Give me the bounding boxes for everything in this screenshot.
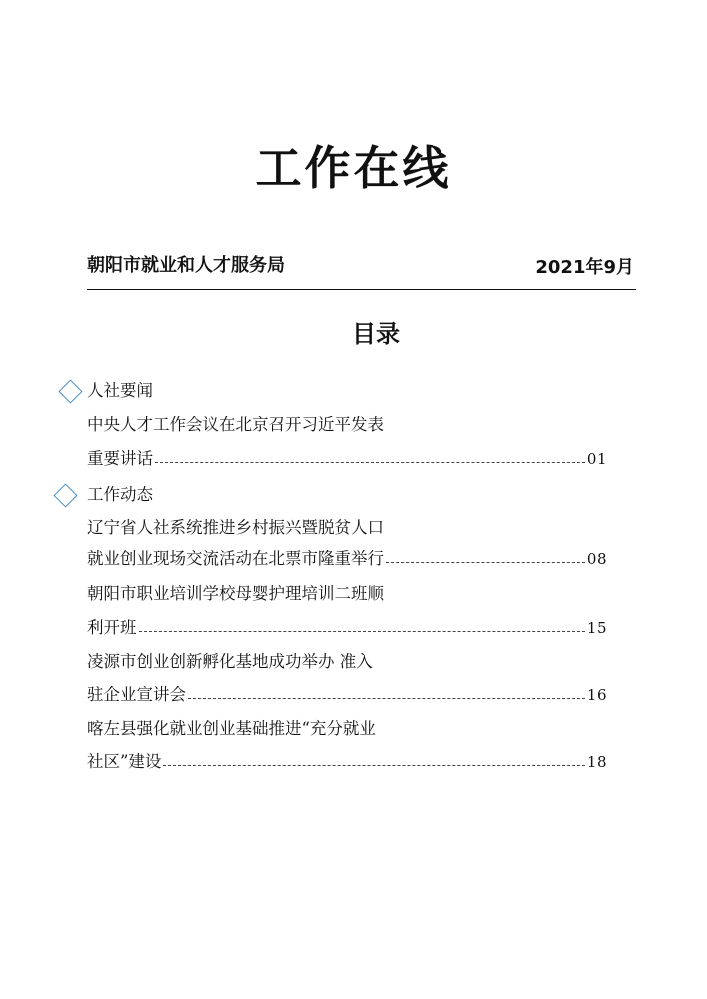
toc-heading: 目录 (352, 320, 400, 348)
issue-date: 2021年9月 (535, 257, 634, 278)
toc-page-number: 16 (586, 686, 607, 704)
toc-page-number: 08 (586, 550, 607, 568)
organization-name: 朝阳市就业和人才服务局 (87, 255, 285, 276)
dot-leader (386, 562, 585, 563)
header-divider (87, 289, 636, 290)
toc-entry-text: 就业创业现场交流活动在北票市隆重举行 (87, 549, 384, 568)
toc-section-heading: 工作动态 (87, 485, 153, 504)
toc-page-number: 15 (586, 619, 607, 637)
dot-leader (163, 765, 584, 766)
diamond-bullet-icon (58, 379, 82, 403)
toc-entry-line: 喀左县强化就业创业基础推进“充分就业 (87, 719, 376, 738)
toc-entry[interactable] (87, 684, 607, 706)
document-title: 工作在线 (255, 141, 452, 195)
toc-entry-line: 朝阳市职业培训学校母婴护理培训二班顺 (87, 584, 384, 603)
toc-entry-line: 中央人才工作会议在北京召开习近平发表 (87, 415, 384, 434)
toc-entry-line: 凌源市创业创新孵化基地成功举办 准入 (87, 652, 373, 671)
toc-section-heading: 人社要闻 (87, 381, 153, 400)
toc-entry-line: 辽宁省人社系统推进乡村振兴暨脱贫人口 (87, 518, 384, 537)
dot-leader (139, 631, 585, 632)
dot-leader (188, 698, 585, 699)
toc-entry[interactable] (87, 548, 607, 570)
toc-entry[interactable] (87, 448, 607, 470)
diamond-bullet-icon (53, 483, 77, 507)
toc-page-number: 01 (586, 450, 607, 468)
dot-leader (155, 462, 585, 463)
toc-entry-text: 社区”建设 (87, 752, 162, 771)
toc-entry-text: 利开班 (87, 618, 137, 637)
toc-page-number: 18 (586, 753, 607, 771)
toc-entry-text: 驻企业宣讲会 (87, 685, 186, 704)
toc-entry[interactable] (87, 617, 607, 639)
toc-entry-text: 重要讲话 (87, 449, 153, 468)
toc-entry[interactable] (87, 751, 607, 773)
